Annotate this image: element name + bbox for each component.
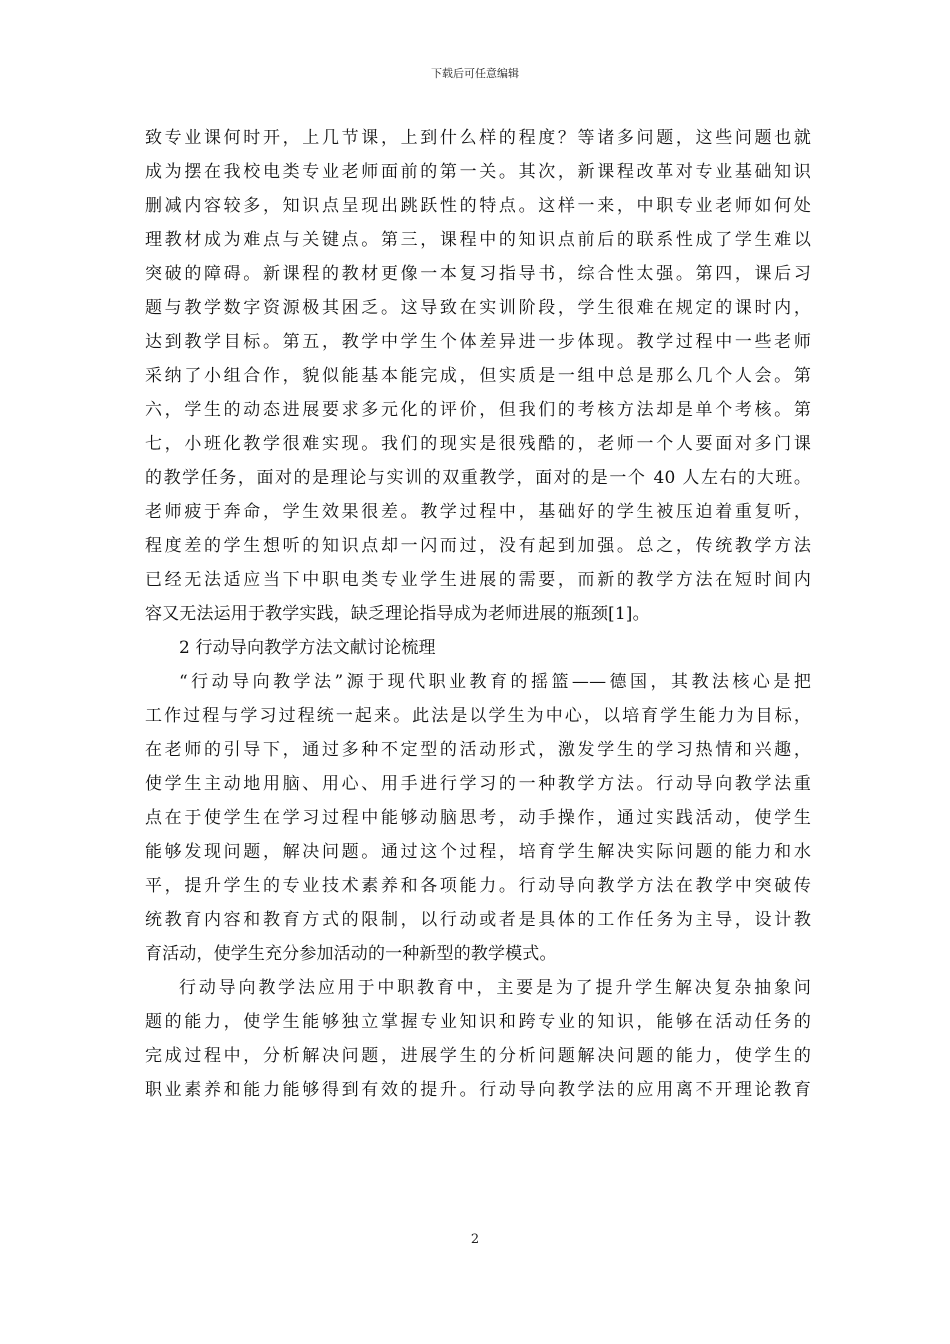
text-line: 行动导向教学法应用于中职教育中，主要是为了提升学生解决复杂抽象问 — [179, 978, 811, 998]
text-line: 理教材成为难点与关键点。第三，课程中的知识点前后的联系性成了学生难以 — [145, 230, 811, 250]
text-line: 删减内容较多，知识点呈现出跳跃性的特点。这样一来，中职专业老师如何处 — [145, 196, 811, 216]
text-line: 能够发现问题，解决问题。通过这个过程，培育学生解决实际问题的能力和水 — [145, 842, 811, 862]
section-heading: 2 行动导向教学方法文献讨论梳理 — [179, 638, 436, 658]
text-line: 六，学生的动态进展要求多元化的评价，但我们的考核方法却是单个考核。第 — [145, 400, 811, 420]
text-line: 平，提升学生的专业技术素养和各项能力。行动导向教学方法在教学中突破传 — [145, 876, 811, 896]
text-line: “行动导向教学法”源于现代职业教育的摇篮——德国，其教法核心是把 — [179, 672, 811, 692]
text-line: 统教育内容和教育方式的限制，以行动或者是具体的工作任务为主导，设计教 — [145, 910, 811, 930]
text-line: 达到教学目标。第五，教学中学生个体差异进一步体现。教学过程中一些老师 — [145, 332, 811, 352]
text-line: 成为摆在我校电类专业老师面前的第一关。其次，新课程改革对专业基础知识 — [145, 162, 811, 182]
text-line: 完成过程中，分析解决问题，进展学生的分析问题解决问题的能力，使学生的 — [145, 1046, 811, 1066]
text-line: 容又无法运用于教学实践，缺乏理论指导成为老师进展的瓶颈[1]。 — [145, 604, 650, 624]
text-line: 七，小班化教学很难实现。我们的现实是很残酷的，老师一个人要面对多门课 — [145, 434, 811, 454]
text-line: 题的能力，使学生能够独立掌握专业知识和跨专业的知识，能够在活动任务的 — [145, 1012, 811, 1032]
text-line: 老师疲于奔命，学生效果很差。教学过程中，基础好的学生被压迫着重复听， — [145, 502, 811, 522]
text-line: 职业素养和能力能够得到有效的提升。行动导向教学法的应用离不开理论教育 — [145, 1080, 811, 1100]
text-line: 突破的障碍。新课程的教材更像一本复习指导书，综合性太强。第四，课后习 — [145, 264, 811, 284]
text-line: 的教学任务，面对的是理论与实训的双重教学，面对的是一个 40 人左右的大班。 — [145, 468, 811, 488]
text-line: 点在于使学生在学习过程中能够动脑思考，动手操作，通过实践活动，使学生 — [145, 808, 811, 828]
document-body — [145, 121, 811, 1107]
text-line: 已经无法适应当下中职电类专业学生进展的需要，而新的教学方法在短时间内 — [145, 570, 811, 590]
text-line: 采纳了小组合作，貌似能基本能完成，但实质是一组中总是那么几个人会。第 — [145, 366, 811, 386]
text-line: 育活动，使学生充分参加活动的一种新型的教学模式。 — [145, 944, 557, 964]
text-line: 工作过程与学习过程统一起来。此法是以学生为中心，以培育学生能力为目标， — [145, 706, 811, 726]
text-line: 题与教学数字资源极其困乏。这导致在实训阶段，学生很难在规定的课时内， — [145, 298, 811, 318]
text-line: 在老师的引导下，通过多种不定型的活动形式，激发学生的学习热情和兴趣， — [145, 740, 811, 760]
page-header: 下载后可任意编辑 — [431, 67, 519, 80]
text-line: 使学生主动地用脑、用心、用手进行学习的一种教学方法。行动导向教学法重 — [145, 774, 811, 794]
page-number: 2 — [470, 1232, 480, 1247]
text-line: 程度差的学生想听的知识点却一闪而过，没有起到加强。总之，传统教学方法 — [145, 536, 811, 556]
text-line: 致专业课何时开，上几节课，上到什么样的程度？等诸多问题，这些问题也就 — [145, 128, 811, 148]
